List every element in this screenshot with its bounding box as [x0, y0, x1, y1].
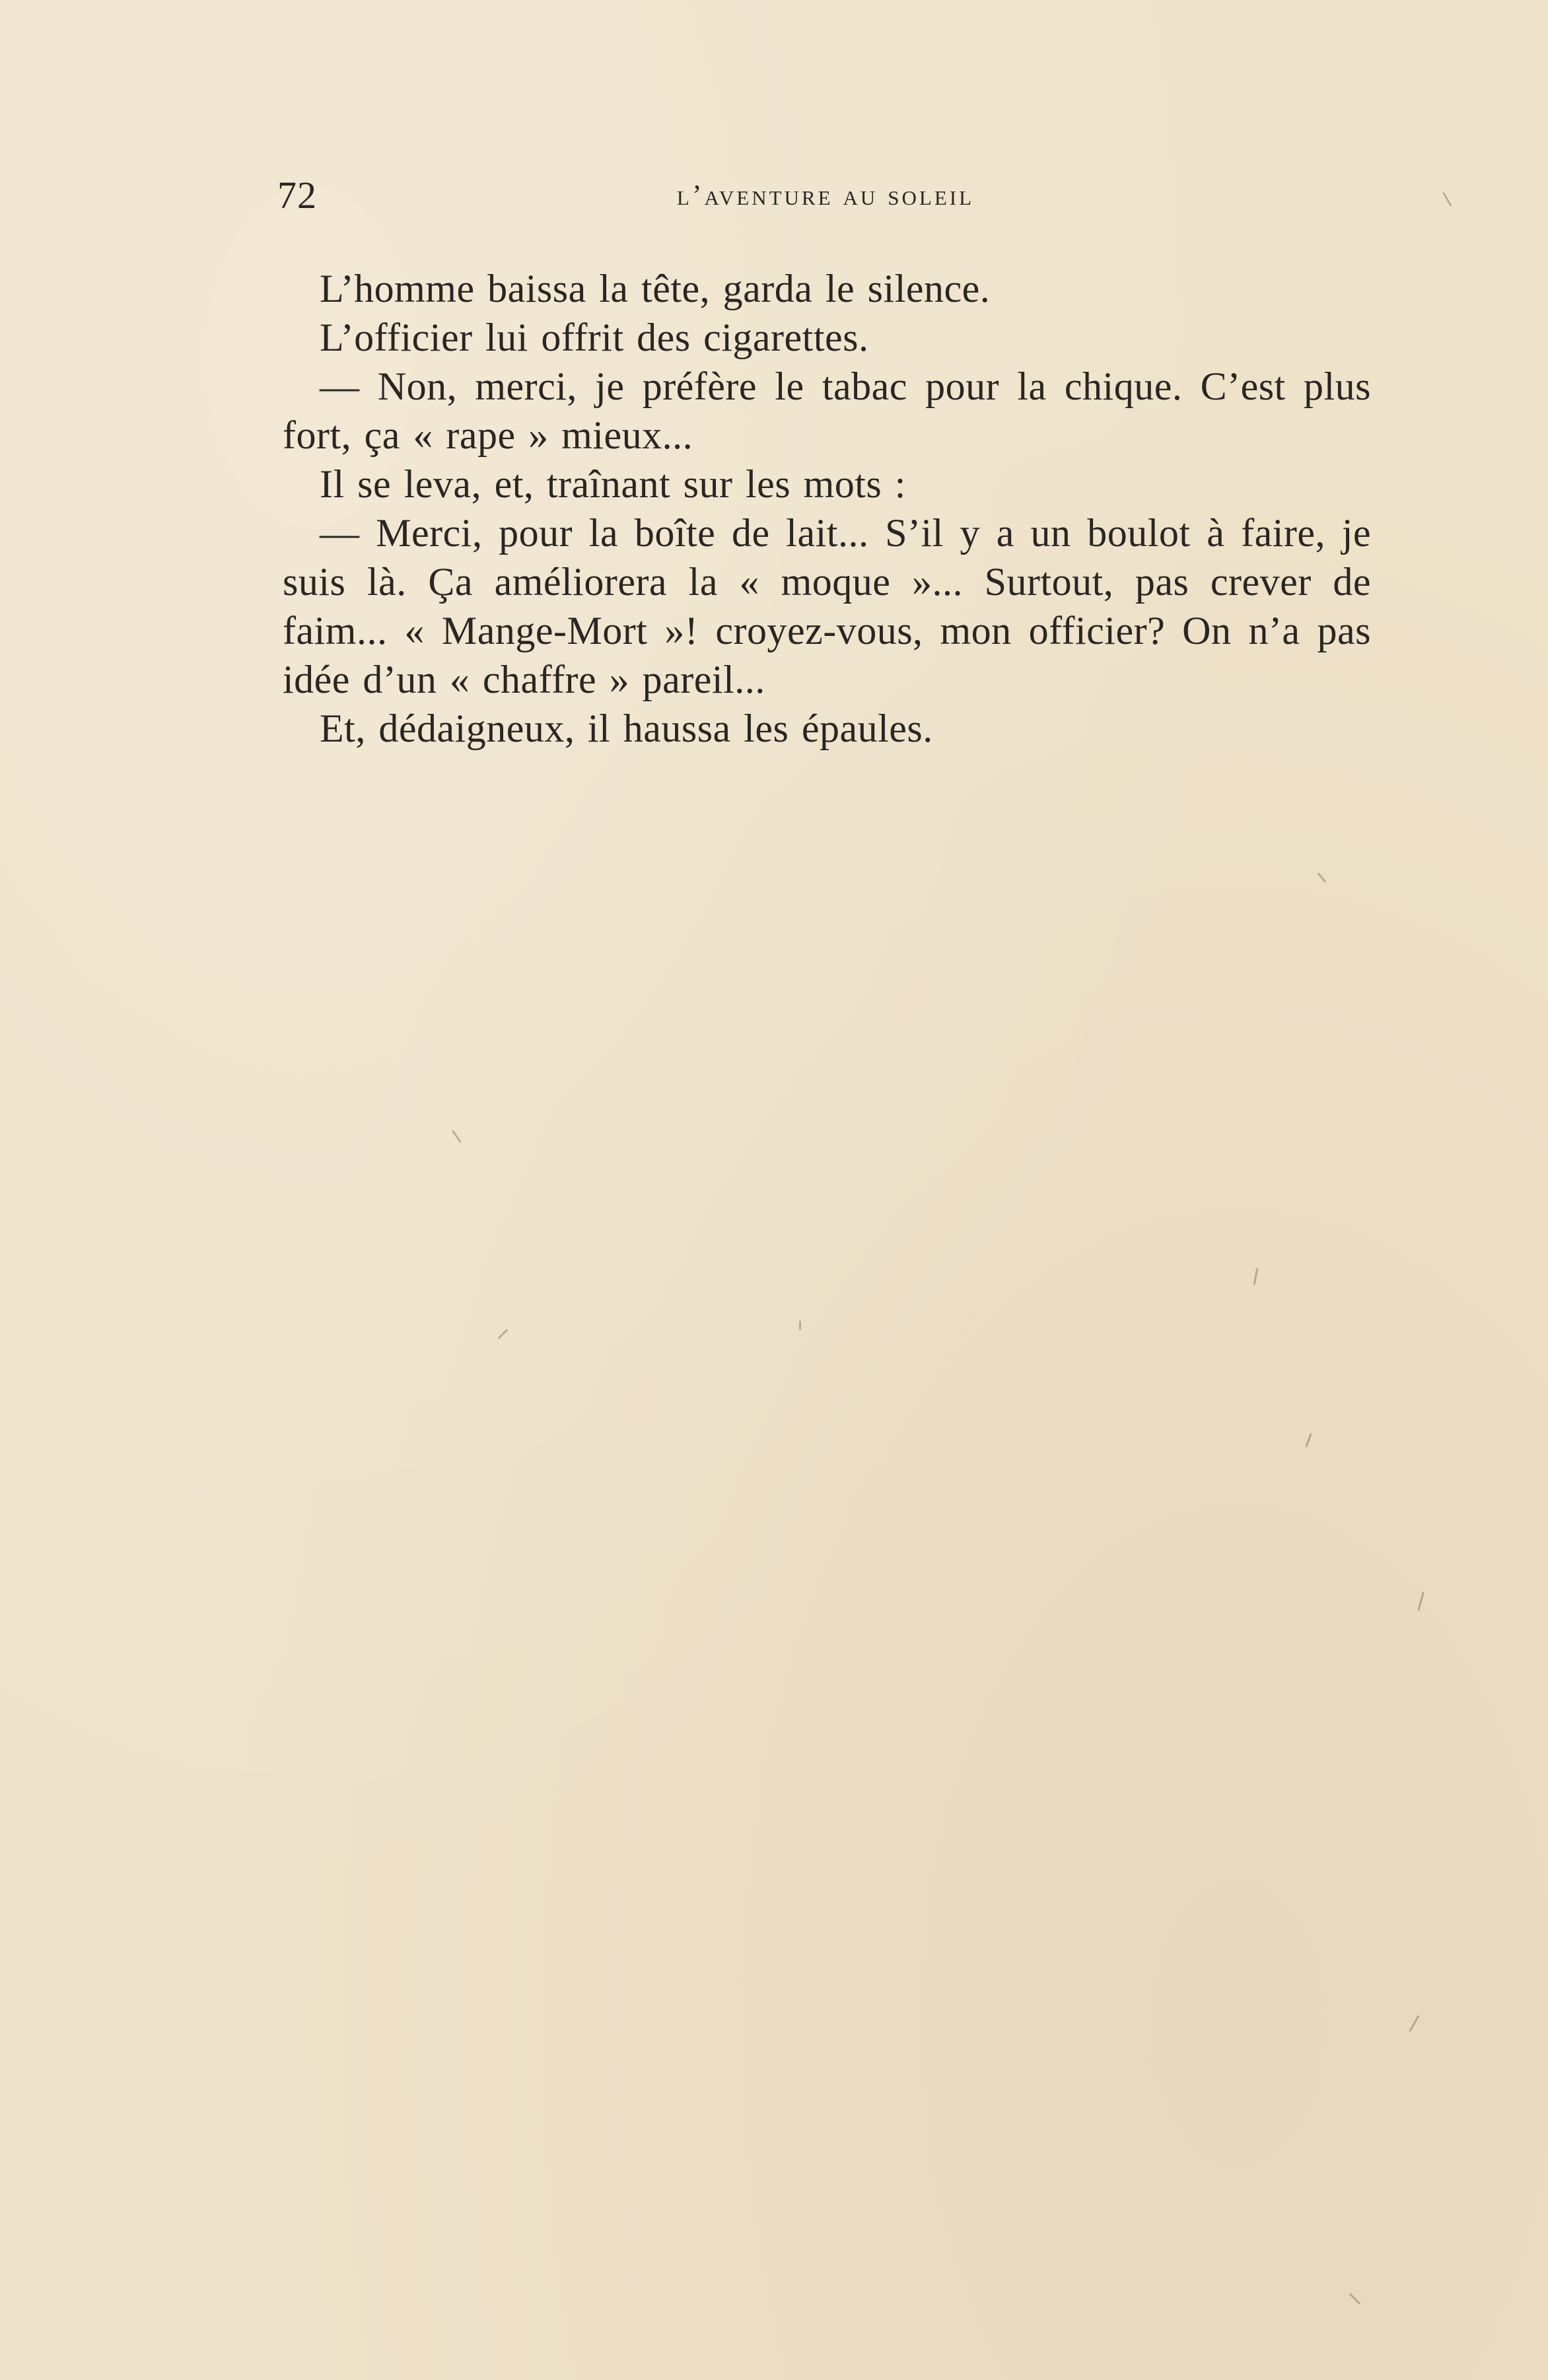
paragraph: — Non, merci, je préfère le tabac pour la chique. C’est plus fort, ça « rape » mieux...: [283, 365, 1371, 457]
paper-fibre: [497, 1329, 508, 1339]
paragraph: Et, dédaigneux, il haussa les épaules.: [320, 707, 933, 750]
paragraph: — Merci, pour la boîte de lait... S’il y a un boulot à faire, je suis là. Ça améliorera la « moque »... Surtout, pas crever de faim... « Mange-Mort »! croyez-vous, mon officier? On n’a pas idée d’un « chaffre » pareil...: [283, 511, 1371, 701]
paragraph: L’officier lui offrit des cigarettes.: [320, 316, 869, 359]
paper-fibre: [452, 1130, 462, 1143]
paper-fibre: [1417, 1592, 1425, 1611]
paper-fibre: [1318, 872, 1327, 883]
paper-fibre: [1305, 1433, 1312, 1448]
paper-fibre: [1442, 192, 1452, 207]
paper-fibre: [1349, 2293, 1361, 2305]
paragraph: Il se leva, et, traînant sur les mots :: [320, 462, 906, 506]
body-text: [283, 264, 1371, 753]
paper-fibre: [799, 1321, 801, 1330]
paragraph: L’homme baissa la tête, garda le silence.: [320, 267, 991, 310]
paper-fibre: [1409, 2015, 1420, 2032]
running-head: [277, 173, 1374, 226]
paper-fibre: [1253, 1268, 1258, 1285]
running-title: l’aventure au soleil: [676, 179, 975, 211]
page-number: 72: [277, 174, 317, 217]
